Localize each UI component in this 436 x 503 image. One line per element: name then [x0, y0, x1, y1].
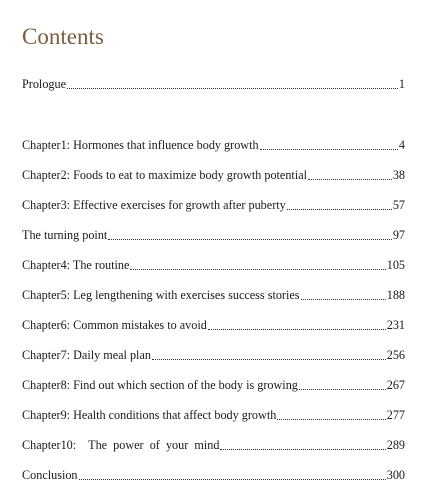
toc-entry-conclusion[interactable]: [22, 468, 405, 483]
dot-leader: [220, 448, 385, 450]
toc-entry-page: 231: [386, 318, 405, 332]
dot-leader: [208, 328, 386, 330]
dot-leader: [67, 87, 398, 89]
toc-entry-label: Chapter7: Daily meal plan: [22, 348, 151, 362]
toc-entry-page: 256: [386, 348, 405, 362]
dot-leader: [130, 268, 385, 270]
toc-entry-chapter1[interactable]: [22, 138, 405, 153]
dot-leader: [152, 358, 386, 360]
dot-leader: [299, 388, 386, 390]
toc-entry-chapter10[interactable]: [22, 438, 405, 453]
toc-entry-page: 4: [398, 138, 405, 152]
dot-leader: [287, 208, 392, 210]
toc-entry-page: 97: [392, 228, 405, 242]
toc-entry-chapter4[interactable]: [22, 258, 405, 273]
contents-heading: Contents: [22, 24, 104, 49]
toc-entry-prologue[interactable]: [22, 77, 405, 92]
toc-entry-chapter9[interactable]: [22, 408, 405, 423]
toc-entry-page: 188: [386, 288, 405, 302]
toc-entry-page: 105: [386, 258, 405, 272]
toc-entry-chapter5[interactable]: [22, 288, 405, 303]
dot-leader: [277, 418, 385, 420]
toc-entry-page: 300: [386, 468, 405, 482]
toc-entry-chapter7[interactable]: [22, 348, 405, 363]
toc-entry-chapter3[interactable]: [22, 198, 405, 213]
toc-entry-label: Chapter4: The routine: [22, 258, 130, 272]
dot-leader: [308, 178, 392, 180]
dot-leader: [260, 148, 398, 150]
dot-leader: [301, 298, 386, 300]
toc-entry-label: The turning point: [22, 228, 108, 242]
toc-entry-label: Chapter3: Effective exercises for growth after puberty: [22, 198, 286, 212]
toc-entry-page: 38: [392, 168, 405, 182]
toc-entry-label: Chapter9: Health conditions that affect body growth: [22, 408, 277, 422]
toc-entry-page: 57: [392, 198, 405, 212]
toc-entry-label: Chapter2: Foods to eat to maximize body growth potential: [22, 168, 308, 182]
toc-entry-label: Chapter10: The power of your mind: [22, 438, 220, 452]
toc-entry-chapter2[interactable]: [22, 168, 405, 183]
toc-entry-chapter6[interactable]: [22, 318, 405, 333]
toc-entry-label: Chapter5: Leg lengthening with exercises success stories: [22, 288, 300, 302]
toc-entry-page: 267: [386, 378, 405, 392]
toc-entry-page: 277: [386, 408, 405, 422]
dot-leader: [79, 478, 386, 480]
toc-entry-chapter8[interactable]: [22, 378, 405, 393]
toc-entry-label: Prologue: [22, 77, 67, 91]
toc-entry-turning-point[interactable]: [22, 228, 405, 243]
toc-entry-label: Conclusion: [22, 468, 78, 482]
dot-leader: [108, 238, 392, 240]
toc-entry-label: Chapter8: Find out which section of the body is growing: [22, 378, 298, 392]
toc-entry-label: Chapter1: Hormones that influence body growth: [22, 138, 259, 152]
toc-entry-page: 1: [398, 77, 405, 91]
toc-entry-label: Chapter6: Common mistakes to avoid: [22, 318, 207, 332]
toc-entry-page: 289: [386, 438, 405, 452]
